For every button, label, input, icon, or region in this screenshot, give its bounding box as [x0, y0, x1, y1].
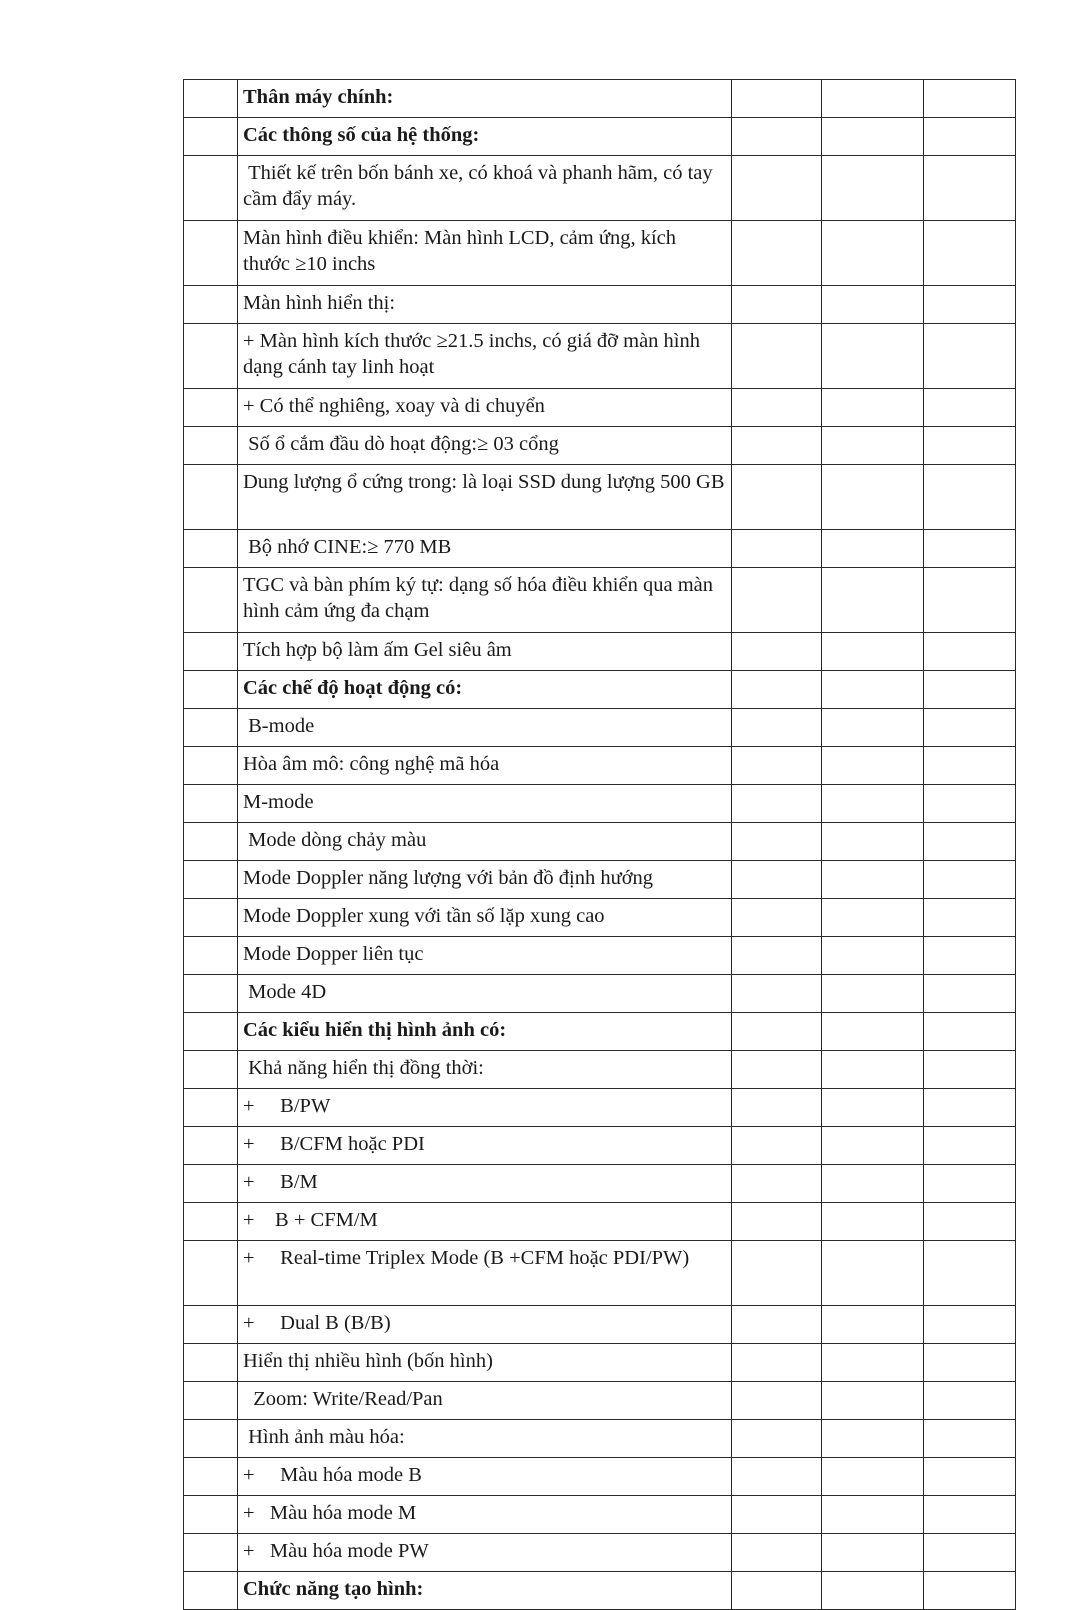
compliance-cell [732, 465, 822, 530]
index-cell [184, 324, 238, 389]
table-row [184, 1203, 1016, 1241]
note-cell [924, 465, 1016, 530]
response-cell [822, 80, 924, 118]
table-row [184, 747, 1016, 785]
compliance-cell [732, 1165, 822, 1203]
description-cell: + B/M [238, 1165, 732, 1203]
description-cell: + Màu hóa mode PW [238, 1534, 732, 1572]
description-cell: Các chế độ hoạt động có: [238, 671, 732, 709]
note-cell [924, 324, 1016, 389]
table-row [184, 1420, 1016, 1458]
index-cell [184, 1534, 238, 1572]
compliance-cell [732, 324, 822, 389]
compliance-cell [732, 568, 822, 633]
response-cell [822, 1203, 924, 1241]
compliance-cell [732, 286, 822, 324]
response-cell [822, 530, 924, 568]
index-cell [184, 1382, 238, 1420]
response-cell [822, 1306, 924, 1344]
description-cell: Mode Dopper liên tục [238, 937, 732, 975]
index-cell [184, 1572, 238, 1610]
response-cell [822, 1013, 924, 1051]
note-cell [924, 80, 1016, 118]
response-cell [822, 286, 924, 324]
index-cell [184, 1306, 238, 1344]
description-cell: + B/CFM hoặc PDI [238, 1127, 732, 1165]
compliance-cell [732, 937, 822, 975]
description-cell: Mode Doppler năng lượng với bản đồ định hướng [238, 861, 732, 899]
table-row [184, 1051, 1016, 1089]
description-cell: Hiển thị nhiều hình (bốn hình) [238, 1344, 732, 1382]
table-row [184, 118, 1016, 156]
table-row [184, 389, 1016, 427]
response-cell [822, 671, 924, 709]
compliance-cell [732, 1534, 822, 1572]
compliance-cell [732, 80, 822, 118]
response-cell [822, 823, 924, 861]
response-cell [822, 1458, 924, 1496]
index-cell [184, 1127, 238, 1165]
table-row [184, 568, 1016, 633]
response-cell [822, 709, 924, 747]
response-cell [822, 1496, 924, 1534]
note-cell [924, 899, 1016, 937]
response-cell [822, 1241, 924, 1306]
compliance-cell [732, 1127, 822, 1165]
note-cell [924, 286, 1016, 324]
note-cell [924, 975, 1016, 1013]
note-cell [924, 1127, 1016, 1165]
note-cell [924, 1089, 1016, 1127]
description-cell: + Màu hóa mode B [238, 1458, 732, 1496]
note-cell [924, 633, 1016, 671]
table-row [184, 286, 1016, 324]
description-cell: Các kiểu hiển thị hình ảnh có: [238, 1013, 732, 1051]
description-cell: Thiết kế trên bốn bánh xe, có khoá và phanh hãm, có tay cầm đẩy máy. [238, 156, 732, 221]
note-cell [924, 568, 1016, 633]
table-row [184, 899, 1016, 937]
description-cell: + Màn hình kích thước ≥21.5 inchs, có giá đỡ màn hình dạng cánh tay linh hoạt [238, 324, 732, 389]
note-cell [924, 823, 1016, 861]
description-cell: + Có thể nghiêng, xoay và di chuyển [238, 389, 732, 427]
table-row [184, 1013, 1016, 1051]
description-cell: + Real-time Triplex Mode (B +CFM hoặc PDI/PW) [238, 1241, 732, 1306]
table-body [184, 80, 1016, 1610]
table-row [184, 1165, 1016, 1203]
index-cell [184, 1203, 238, 1241]
compliance-cell [732, 633, 822, 671]
response-cell [822, 937, 924, 975]
compliance-cell [732, 389, 822, 427]
table-row [184, 1458, 1016, 1496]
index-cell [184, 530, 238, 568]
note-cell [924, 709, 1016, 747]
specification-table [183, 79, 1016, 1610]
note-cell [924, 427, 1016, 465]
description-cell: TGC và bàn phím ký tự: dạng số hóa điều khiển qua màn hình cảm ứng đa chạm [238, 568, 732, 633]
note-cell [924, 118, 1016, 156]
note-cell [924, 1344, 1016, 1382]
table-row [184, 1382, 1016, 1420]
note-cell [924, 1458, 1016, 1496]
response-cell [822, 389, 924, 427]
note-cell [924, 1013, 1016, 1051]
compliance-cell [732, 975, 822, 1013]
table-row [184, 1089, 1016, 1127]
description-cell: Số ổ cắm đầu dò hoạt động:≥ 03 cổng [238, 427, 732, 465]
description-cell: Mode dòng chảy màu [238, 823, 732, 861]
index-cell [184, 1496, 238, 1534]
index-cell [184, 975, 238, 1013]
description-cell: Mode 4D [238, 975, 732, 1013]
table-row [184, 861, 1016, 899]
response-cell [822, 568, 924, 633]
index-cell [184, 1165, 238, 1203]
description-cell: + B/PW [238, 1089, 732, 1127]
compliance-cell [732, 1420, 822, 1458]
table-row [184, 823, 1016, 861]
compliance-cell [732, 1344, 822, 1382]
compliance-cell [732, 1051, 822, 1089]
response-cell [822, 118, 924, 156]
index-cell [184, 671, 238, 709]
table-row [184, 975, 1016, 1013]
table-row [184, 1306, 1016, 1344]
response-cell [822, 1127, 924, 1165]
description-cell: Thân máy chính: [238, 80, 732, 118]
response-cell [822, 156, 924, 221]
description-cell: Hòa âm mô: công nghệ mã hóa [238, 747, 732, 785]
index-cell [184, 633, 238, 671]
index-cell [184, 389, 238, 427]
index-cell [184, 785, 238, 823]
description-cell: Zoom: Write/Read/Pan [238, 1382, 732, 1420]
note-cell [924, 1572, 1016, 1610]
table-row [184, 1534, 1016, 1572]
index-cell [184, 709, 238, 747]
compliance-cell [732, 861, 822, 899]
index-cell [184, 568, 238, 633]
compliance-cell [732, 221, 822, 286]
table-row [184, 156, 1016, 221]
description-cell: Hình ảnh màu hóa: [238, 1420, 732, 1458]
index-cell [184, 221, 238, 286]
note-cell [924, 747, 1016, 785]
description-cell: Các thông số của hệ thống: [238, 118, 732, 156]
compliance-cell [732, 1496, 822, 1534]
table-row [184, 937, 1016, 975]
compliance-cell [732, 1013, 822, 1051]
note-cell [924, 1306, 1016, 1344]
table-row [184, 709, 1016, 747]
note-cell [924, 1241, 1016, 1306]
table-row [184, 221, 1016, 286]
index-cell [184, 1458, 238, 1496]
compliance-cell [732, 747, 822, 785]
note-cell [924, 1165, 1016, 1203]
note-cell [924, 861, 1016, 899]
table-row [184, 1127, 1016, 1165]
compliance-cell [732, 1306, 822, 1344]
compliance-cell [732, 530, 822, 568]
compliance-cell [732, 1241, 822, 1306]
response-cell [822, 1344, 924, 1382]
response-cell [822, 1534, 924, 1572]
table-row [184, 80, 1016, 118]
compliance-cell [732, 156, 822, 221]
note-cell [924, 1051, 1016, 1089]
response-cell [822, 465, 924, 530]
note-cell [924, 1534, 1016, 1572]
note-cell [924, 1420, 1016, 1458]
table-row [184, 671, 1016, 709]
description-cell: + B + CFM/M [238, 1203, 732, 1241]
index-cell [184, 465, 238, 530]
table-row [184, 1344, 1016, 1382]
response-cell [822, 861, 924, 899]
compliance-cell [732, 1382, 822, 1420]
note-cell [924, 785, 1016, 823]
index-cell [184, 899, 238, 937]
response-cell [822, 1572, 924, 1610]
note-cell [924, 937, 1016, 975]
response-cell [822, 324, 924, 389]
note-cell [924, 530, 1016, 568]
note-cell [924, 1496, 1016, 1534]
note-cell [924, 156, 1016, 221]
index-cell [184, 1344, 238, 1382]
note-cell [924, 1382, 1016, 1420]
compliance-cell [732, 1203, 822, 1241]
table-row [184, 1241, 1016, 1306]
response-cell [822, 1089, 924, 1127]
index-cell [184, 427, 238, 465]
compliance-cell [732, 1458, 822, 1496]
index-cell [184, 1241, 238, 1306]
compliance-cell [732, 709, 822, 747]
table-row [184, 633, 1016, 671]
compliance-cell [732, 1572, 822, 1610]
description-cell: + Màu hóa mode M [238, 1496, 732, 1534]
response-cell [822, 427, 924, 465]
description-cell: Màn hình điều khiển: Màn hình LCD, cảm ứng, kích thước ≥10 inchs [238, 221, 732, 286]
index-cell [184, 286, 238, 324]
compliance-cell [732, 427, 822, 465]
table-row [184, 324, 1016, 389]
description-cell: Chức năng tạo hình: [238, 1572, 732, 1610]
compliance-cell [732, 671, 822, 709]
response-cell [822, 1382, 924, 1420]
description-cell: + Dual B (B/B) [238, 1306, 732, 1344]
index-cell [184, 1013, 238, 1051]
note-cell [924, 671, 1016, 709]
response-cell [822, 1165, 924, 1203]
table-row [184, 1496, 1016, 1534]
compliance-cell [732, 118, 822, 156]
table-row [184, 785, 1016, 823]
table-row [184, 1572, 1016, 1610]
index-cell [184, 1420, 238, 1458]
response-cell [822, 785, 924, 823]
index-cell [184, 937, 238, 975]
description-cell: M-mode [238, 785, 732, 823]
table-row [184, 530, 1016, 568]
note-cell [924, 221, 1016, 286]
response-cell [822, 1420, 924, 1458]
index-cell [184, 1051, 238, 1089]
compliance-cell [732, 785, 822, 823]
description-cell: Mode Doppler xung với tần số lặp xung cao [238, 899, 732, 937]
description-cell: B-mode [238, 709, 732, 747]
response-cell [822, 1051, 924, 1089]
description-cell: Tích hợp bộ làm ấm Gel siêu âm [238, 633, 732, 671]
compliance-cell [732, 1089, 822, 1127]
table-row [184, 465, 1016, 530]
compliance-cell [732, 823, 822, 861]
response-cell [822, 633, 924, 671]
index-cell [184, 1089, 238, 1127]
index-cell [184, 118, 238, 156]
response-cell [822, 899, 924, 937]
index-cell [184, 747, 238, 785]
note-cell [924, 389, 1016, 427]
description-cell: Khả năng hiển thị đồng thời: [238, 1051, 732, 1089]
response-cell [822, 747, 924, 785]
description-cell: Màn hình hiển thị: [238, 286, 732, 324]
description-cell: Bộ nhớ CINE:≥ 770 MB [238, 530, 732, 568]
index-cell [184, 156, 238, 221]
index-cell [184, 80, 238, 118]
response-cell [822, 975, 924, 1013]
index-cell [184, 823, 238, 861]
response-cell [822, 221, 924, 286]
note-cell [924, 1203, 1016, 1241]
description-cell: Dung lượng ổ cứng trong: là loại SSD dung lượng 500 GB [238, 465, 732, 530]
index-cell [184, 861, 238, 899]
compliance-cell [732, 899, 822, 937]
table-row [184, 427, 1016, 465]
